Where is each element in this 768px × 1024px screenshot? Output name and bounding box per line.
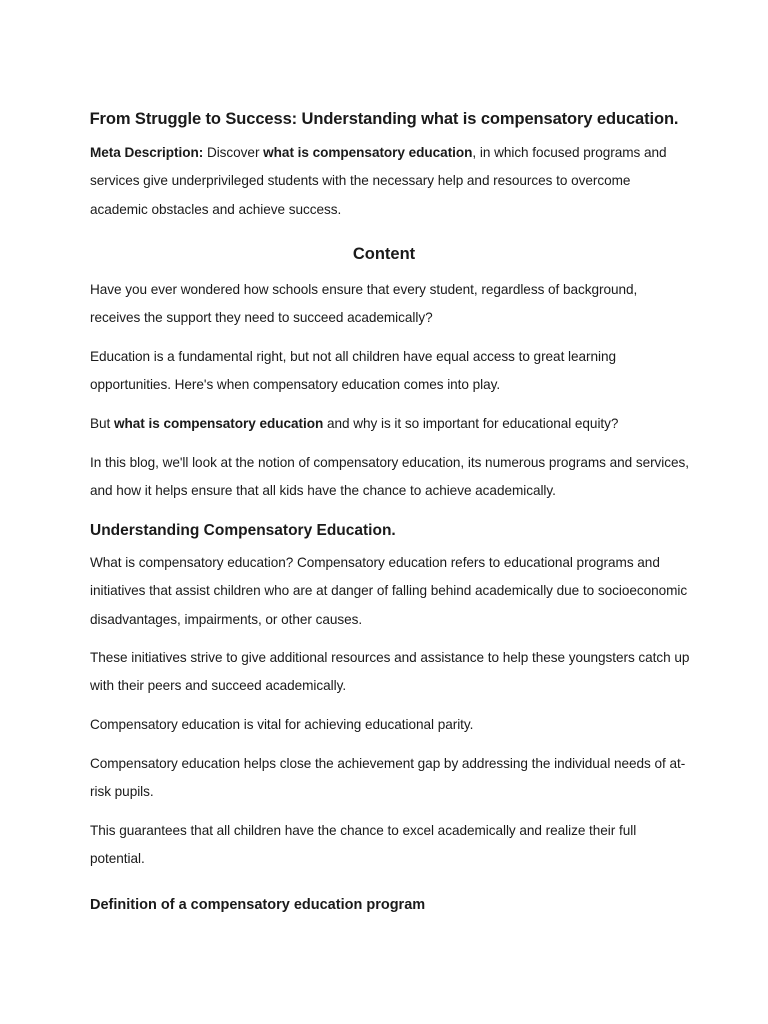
meta-description-label: Meta Description:: [90, 145, 204, 160]
intro-paragraph-1: Have you ever wondered how schools ensure that every student, regardless of background, receives the support they need to succeed academically?: [90, 282, 638, 326]
intro-paragraph-3-pre: But: [90, 416, 114, 431]
meta-description: [90, 139, 690, 224]
intro-paragraph-2: Education is a fundamental right, but not all children have equal access to great learning opportunities. Here's when compensatory education comes into play.: [90, 349, 616, 393]
section1-paragraph-2: These initiatives strive to give additional resources and assistance to help these youngsters catch up with their peers and succeed academically.: [90, 650, 690, 694]
section-heading-understanding: Understanding Compensatory Education.: [90, 522, 396, 539]
section1-paragraph-3: Compensatory education is vital for achieving educational parity.: [90, 717, 474, 732]
meta-description-pre: Discover: [203, 145, 264, 160]
intro-paragraph-3: [90, 410, 690, 438]
content-heading: Content: [352, 245, 416, 263]
section-heading-definition: Definition of a compensatory education program: [90, 897, 426, 913]
page-title: From Struggle to Success: Understanding what is compensatory education.: [89, 110, 679, 128]
section1-paragraph-5: This guarantees that all children have the chance to excel academically and realize their full potential.: [90, 823, 637, 867]
meta-description-text: , in which focused programs and services give underprivileged students with the necessary help and resources to overcome academic obstacles and achieve success.: [90, 145, 667, 217]
section1-paragraph-4: Compensatory education helps close the achievement gap by addressing the individual needs of at-risk pupils.: [90, 756, 686, 800]
section1-paragraph-1: What is compensatory education? Compensatory education refers to educational programs and initiatives that assist children who are at danger of falling behind academically due to socioeconomic disadvantages, impairments, or other causes.: [90, 555, 688, 627]
meta-description-keyword: what is compensatory education: [263, 145, 473, 160]
intro-paragraph-4: In this blog, we'll look at the notion of compensatory education, its numerous programs and services, and how it helps ensure that all kids have the chance to achieve academically.: [90, 455, 690, 499]
intro-paragraph-3-keyword: what is compensatory education: [113, 416, 324, 431]
intro-paragraph-3-post: and why is it so important for educational equity?: [323, 416, 619, 431]
